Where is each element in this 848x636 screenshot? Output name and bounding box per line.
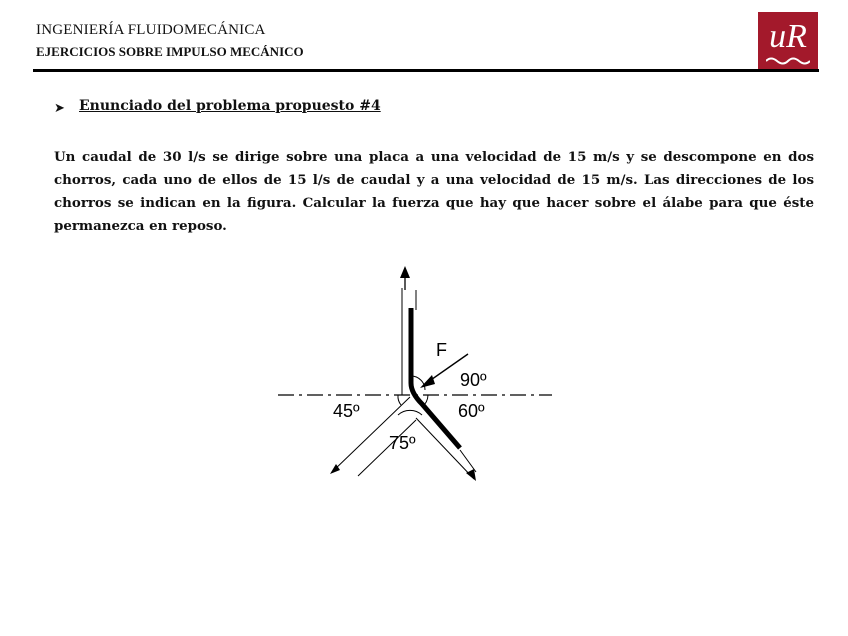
angle-arc-75 xyxy=(398,410,422,415)
header-title: INGENIERÍA FLUIDOMECÁNICA xyxy=(36,22,266,38)
bullet-arrow-icon: ➤ xyxy=(54,101,65,116)
problem-statement: Un caudal de 30 l/s se dirige sobre una placa a una velocidad de 15 m/s y se descompone en dos chorros, cada uno de ellos de 15 l/s de caudal y a una velocidad de 15 m/s. Las direcciones de los chorros se indican en la figura. Calcular la fuerza que hay que hacer sobre el álabe para que éste permanezca en reposo. xyxy=(54,149,814,234)
blade-diagram xyxy=(270,258,560,488)
upward-jet-arrow-icon xyxy=(400,266,410,278)
lower-jet-line-2 xyxy=(460,450,476,472)
lower-jet-arrow-icon xyxy=(466,469,476,481)
section-heading: Enunciado del problema propuesto #4 xyxy=(79,98,381,114)
logo-text: uR xyxy=(769,18,807,55)
angle-label-90: 90º xyxy=(460,370,487,390)
angle-label-60: 60º xyxy=(458,401,485,421)
angle-label-45: 45º xyxy=(333,401,360,421)
force-label: F xyxy=(436,340,447,360)
logo-wave-icon xyxy=(766,56,810,66)
angle-arc-45 xyxy=(398,395,401,405)
angle-label-75: 75º xyxy=(389,433,416,453)
header-subtitle: EJERCICIOS SOBRE IMPULSO MECÁNICO xyxy=(36,44,304,59)
university-logo xyxy=(758,12,818,69)
header-divider xyxy=(33,69,819,72)
